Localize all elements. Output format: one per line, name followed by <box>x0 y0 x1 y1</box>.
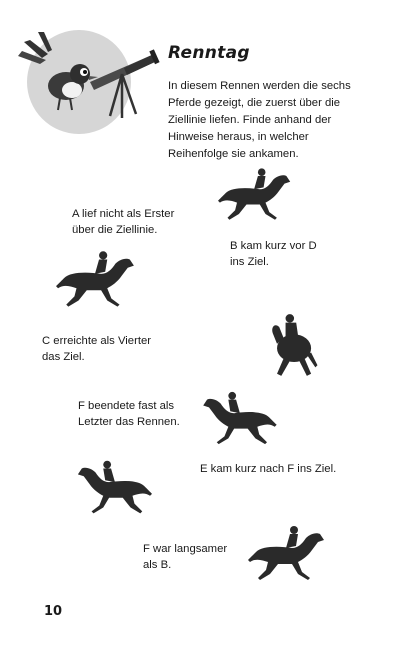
clue-e-line1: E kam kurz nach F ins Ziel. <box>200 463 337 475</box>
racehorse-silhouette-4 <box>194 390 282 448</box>
page-title: Renntag <box>168 43 250 63</box>
clue-f-line1: F war langsamer <box>143 543 228 555</box>
clue-b-line1: B kam kurz vor D <box>230 240 317 252</box>
clue-a-line2: über die Ziellinie. <box>72 224 158 236</box>
clue-b-line2: ins Ziel. <box>230 256 269 268</box>
clue-d-line1: F beendete fast als <box>78 400 175 412</box>
clue-e <box>200 461 336 477</box>
magpie-telescope-illustration <box>14 24 164 124</box>
clue-c-line2: das Ziel. <box>42 351 85 363</box>
clue-a <box>72 206 174 238</box>
racehorse-silhouette-6 <box>248 518 328 590</box>
racehorse-silhouette-5 <box>74 458 152 518</box>
clue-d-line2: Letzter das Rennen. <box>78 416 180 428</box>
clue-a-line1: A lief nicht als Erster <box>72 208 175 220</box>
clue-f-line2: als B. <box>143 559 172 571</box>
page-number: 10 <box>44 604 63 619</box>
racehorse-silhouette-1 <box>218 166 294 224</box>
racehorse-silhouette-2 <box>56 248 138 312</box>
clue-b <box>230 238 317 270</box>
clue-f <box>143 541 227 573</box>
clue-d <box>78 398 180 430</box>
intro-text: In diesem Rennen werden die sechs Pferde gezeigt, die zuerst über die Ziellinie liefen. Finde anhand der Hinweise heraus, in welcher Reihenfolge sie ankamen. <box>168 80 351 160</box>
racehorse-silhouette-3 <box>266 312 320 378</box>
clue-c-line1: C erreichte als Vierter <box>42 335 152 347</box>
clue-c <box>42 333 151 365</box>
